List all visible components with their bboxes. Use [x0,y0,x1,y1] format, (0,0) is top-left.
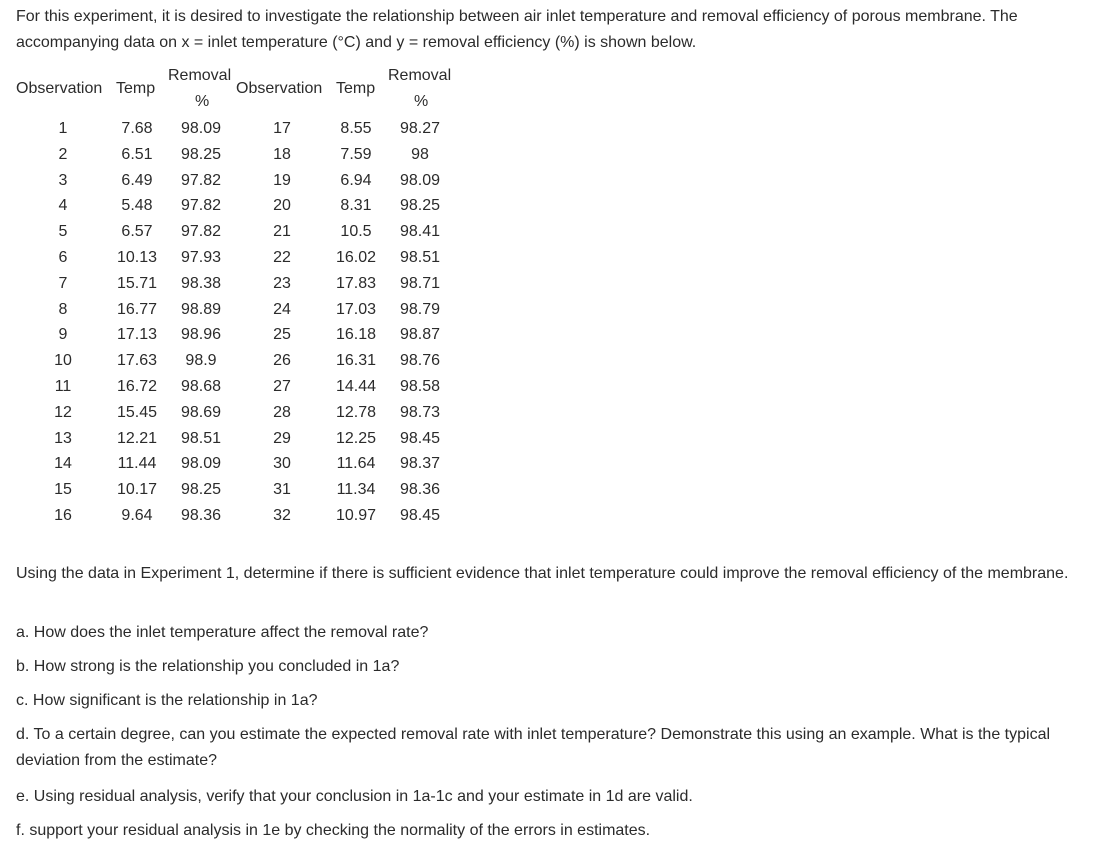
removal-cell: 98.68 [180,378,222,395]
question-item: e. Using residual analysis, verify that your conclusion in 1a-1c and your estimate in 1d are valid. [16,788,693,805]
header-temp-right: Temp [336,80,376,97]
temp-cell: 8.31 [340,197,372,215]
question-lead: Using the data in Experiment 1, determine if there is sufficient evidence that inlet temperature could improve the removal efficiency of the membrane. [16,565,1069,582]
temp-cell: 7.68 [121,120,153,137]
observation-cell: 29 [273,429,291,447]
observation-cell: 13 [54,429,72,447]
removal-cell: 98.45 [399,507,441,524]
temp-cell: 16.31 [335,352,377,370]
question-item: f. support your residual analysis in 1e by checking the normality of the errors in estimates. [16,822,651,839]
removal-cell: 98.25 [399,197,441,215]
header-observation-left: Observation [16,80,103,97]
temp-cell: 15.71 [116,274,158,292]
observation-cell: 7 [58,274,68,292]
removal-cell: 98.09 [399,171,441,189]
removal-cell: 98.41 [399,223,441,241]
observation-cell: 30 [273,455,291,473]
removal-cell: 97.82 [180,171,222,189]
observation-cell: 19 [273,171,291,189]
temp-cell: 6.94 [340,171,372,189]
removal-cell: 98.36 [180,507,222,524]
observation-cell: 9 [58,326,68,344]
observation-cell: 22 [273,249,291,266]
header-temp-left: Temp [116,80,156,97]
removal-cell: 98.45 [399,429,441,447]
removal-cell: 98.9 [185,352,217,370]
observation-cell: 1 [58,120,68,137]
temp-cell: 9.64 [121,507,153,524]
observation-cell: 31 [273,481,291,499]
temp-cell: 17.13 [116,326,158,344]
observation-cell: 11 [54,378,72,395]
question-item: b. How strong is the relationship you concluded in 1a? [16,658,400,675]
removal-cell: 97.82 [180,197,222,215]
removal-cell: 97.93 [180,249,222,266]
observation-cell: 6 [58,249,68,266]
question-item: d. To a certain degree, can you estimate the expected removal rate with inlet temperature? Demonstrate this using an example. What is the typical deviation from the estimate? [16,726,1051,769]
removal-cell: 98.38 [180,274,222,292]
removal-cell: 98.51 [180,429,222,447]
removal-cell: 98.25 [180,481,222,499]
removal-cell: 98.37 [399,455,441,473]
observation-cell: 15 [54,481,72,499]
temp-cell: 17.63 [116,352,158,370]
header-removal-right: Removal [388,67,452,84]
temp-cell: 10.17 [116,481,158,499]
observation-cell: 16 [54,507,72,524]
header-percent-right: % [414,93,429,110]
removal-cell: 98.73 [399,403,441,421]
temp-cell: 17.83 [335,274,377,292]
observation-cell: 27 [273,378,291,395]
removal-cell: 98.87 [399,326,441,344]
observation-cell: 28 [273,403,291,421]
temp-cell: 16.72 [116,378,158,395]
removal-cell: 98 [411,145,429,163]
observation-cell: 21 [273,223,291,241]
observation-cell: 18 [273,145,291,163]
header-removal-left: Removal [168,67,232,84]
removal-cell: 98.51 [399,249,441,266]
observation-cell: 4 [58,197,68,215]
temp-cell: 16.18 [335,326,377,344]
removal-cell: 98.96 [180,326,222,344]
temp-cell: 12.21 [116,429,158,447]
temp-cell: 14.44 [335,378,377,395]
removal-cell: 98.58 [399,378,441,395]
removal-cell: 98.09 [180,455,222,473]
temp-cell: 11.64 [336,455,376,473]
temp-cell: 7.59 [340,145,372,163]
observation-cell: 5 [58,223,68,241]
observation-cell: 3 [58,171,68,189]
temp-cell: 10.5 [340,223,372,241]
header-percent-left: % [195,93,210,110]
removal-cell: 98.71 [399,274,441,292]
temp-cell: 16.77 [116,300,158,318]
observation-cell: 26 [273,352,291,370]
observation-cell: 12 [54,403,72,421]
question-item: a. How does the inlet temperature affect the removal rate? [16,624,429,641]
temp-cell: 16.02 [335,249,377,266]
removal-cell: 98.27 [399,120,441,137]
observation-cell: 8 [58,300,68,318]
temp-cell: 8.55 [340,120,372,137]
removal-cell: 98.25 [180,145,222,163]
removal-cell: 98.69 [180,403,222,421]
observation-cell: 20 [273,197,291,215]
temp-cell: 6.57 [121,223,153,241]
intro-paragraph: For this experiment, it is desired to investigate the relationship between air inlet temperature and removal efficiency of porous membrane. The accompanying data on x = inlet temperature (°C) and y = removal efficiency (%) is shown below. [16,8,1018,51]
data-table [0,64,470,534]
observation-cell: 14 [54,455,72,473]
observation-cell: 24 [273,300,291,318]
observation-cell: 23 [273,274,291,292]
observation-cell: 10 [54,352,72,370]
observation-cell: 17 [273,120,291,137]
observation-cell: 32 [273,507,291,524]
temp-cell: 10.13 [116,249,158,266]
observation-cell: 25 [273,326,291,344]
removal-cell: 98.36 [399,481,441,499]
removal-cell: 98.79 [399,300,441,318]
removal-cell: 98.89 [180,300,222,318]
header-observation-right: Observation [236,80,323,97]
temp-cell: 15.45 [116,403,158,421]
removal-cell: 97.82 [180,223,222,241]
temp-cell: 11.34 [336,481,376,499]
temp-cell: 17.03 [335,300,377,318]
removal-cell: 98.09 [180,120,222,137]
observation-cell: 2 [58,145,68,163]
temp-cell: 5.48 [121,197,153,215]
removal-cell: 98.76 [399,352,441,370]
temp-cell: 6.49 [121,171,153,189]
temp-cell: 6.51 [121,145,153,163]
temp-cell: 11.44 [117,455,157,473]
temp-cell: 12.25 [335,429,377,447]
temp-cell: 12.78 [335,403,377,421]
temp-cell: 10.97 [335,507,377,524]
question-item: c. How significant is the relationship in 1a? [16,692,318,709]
